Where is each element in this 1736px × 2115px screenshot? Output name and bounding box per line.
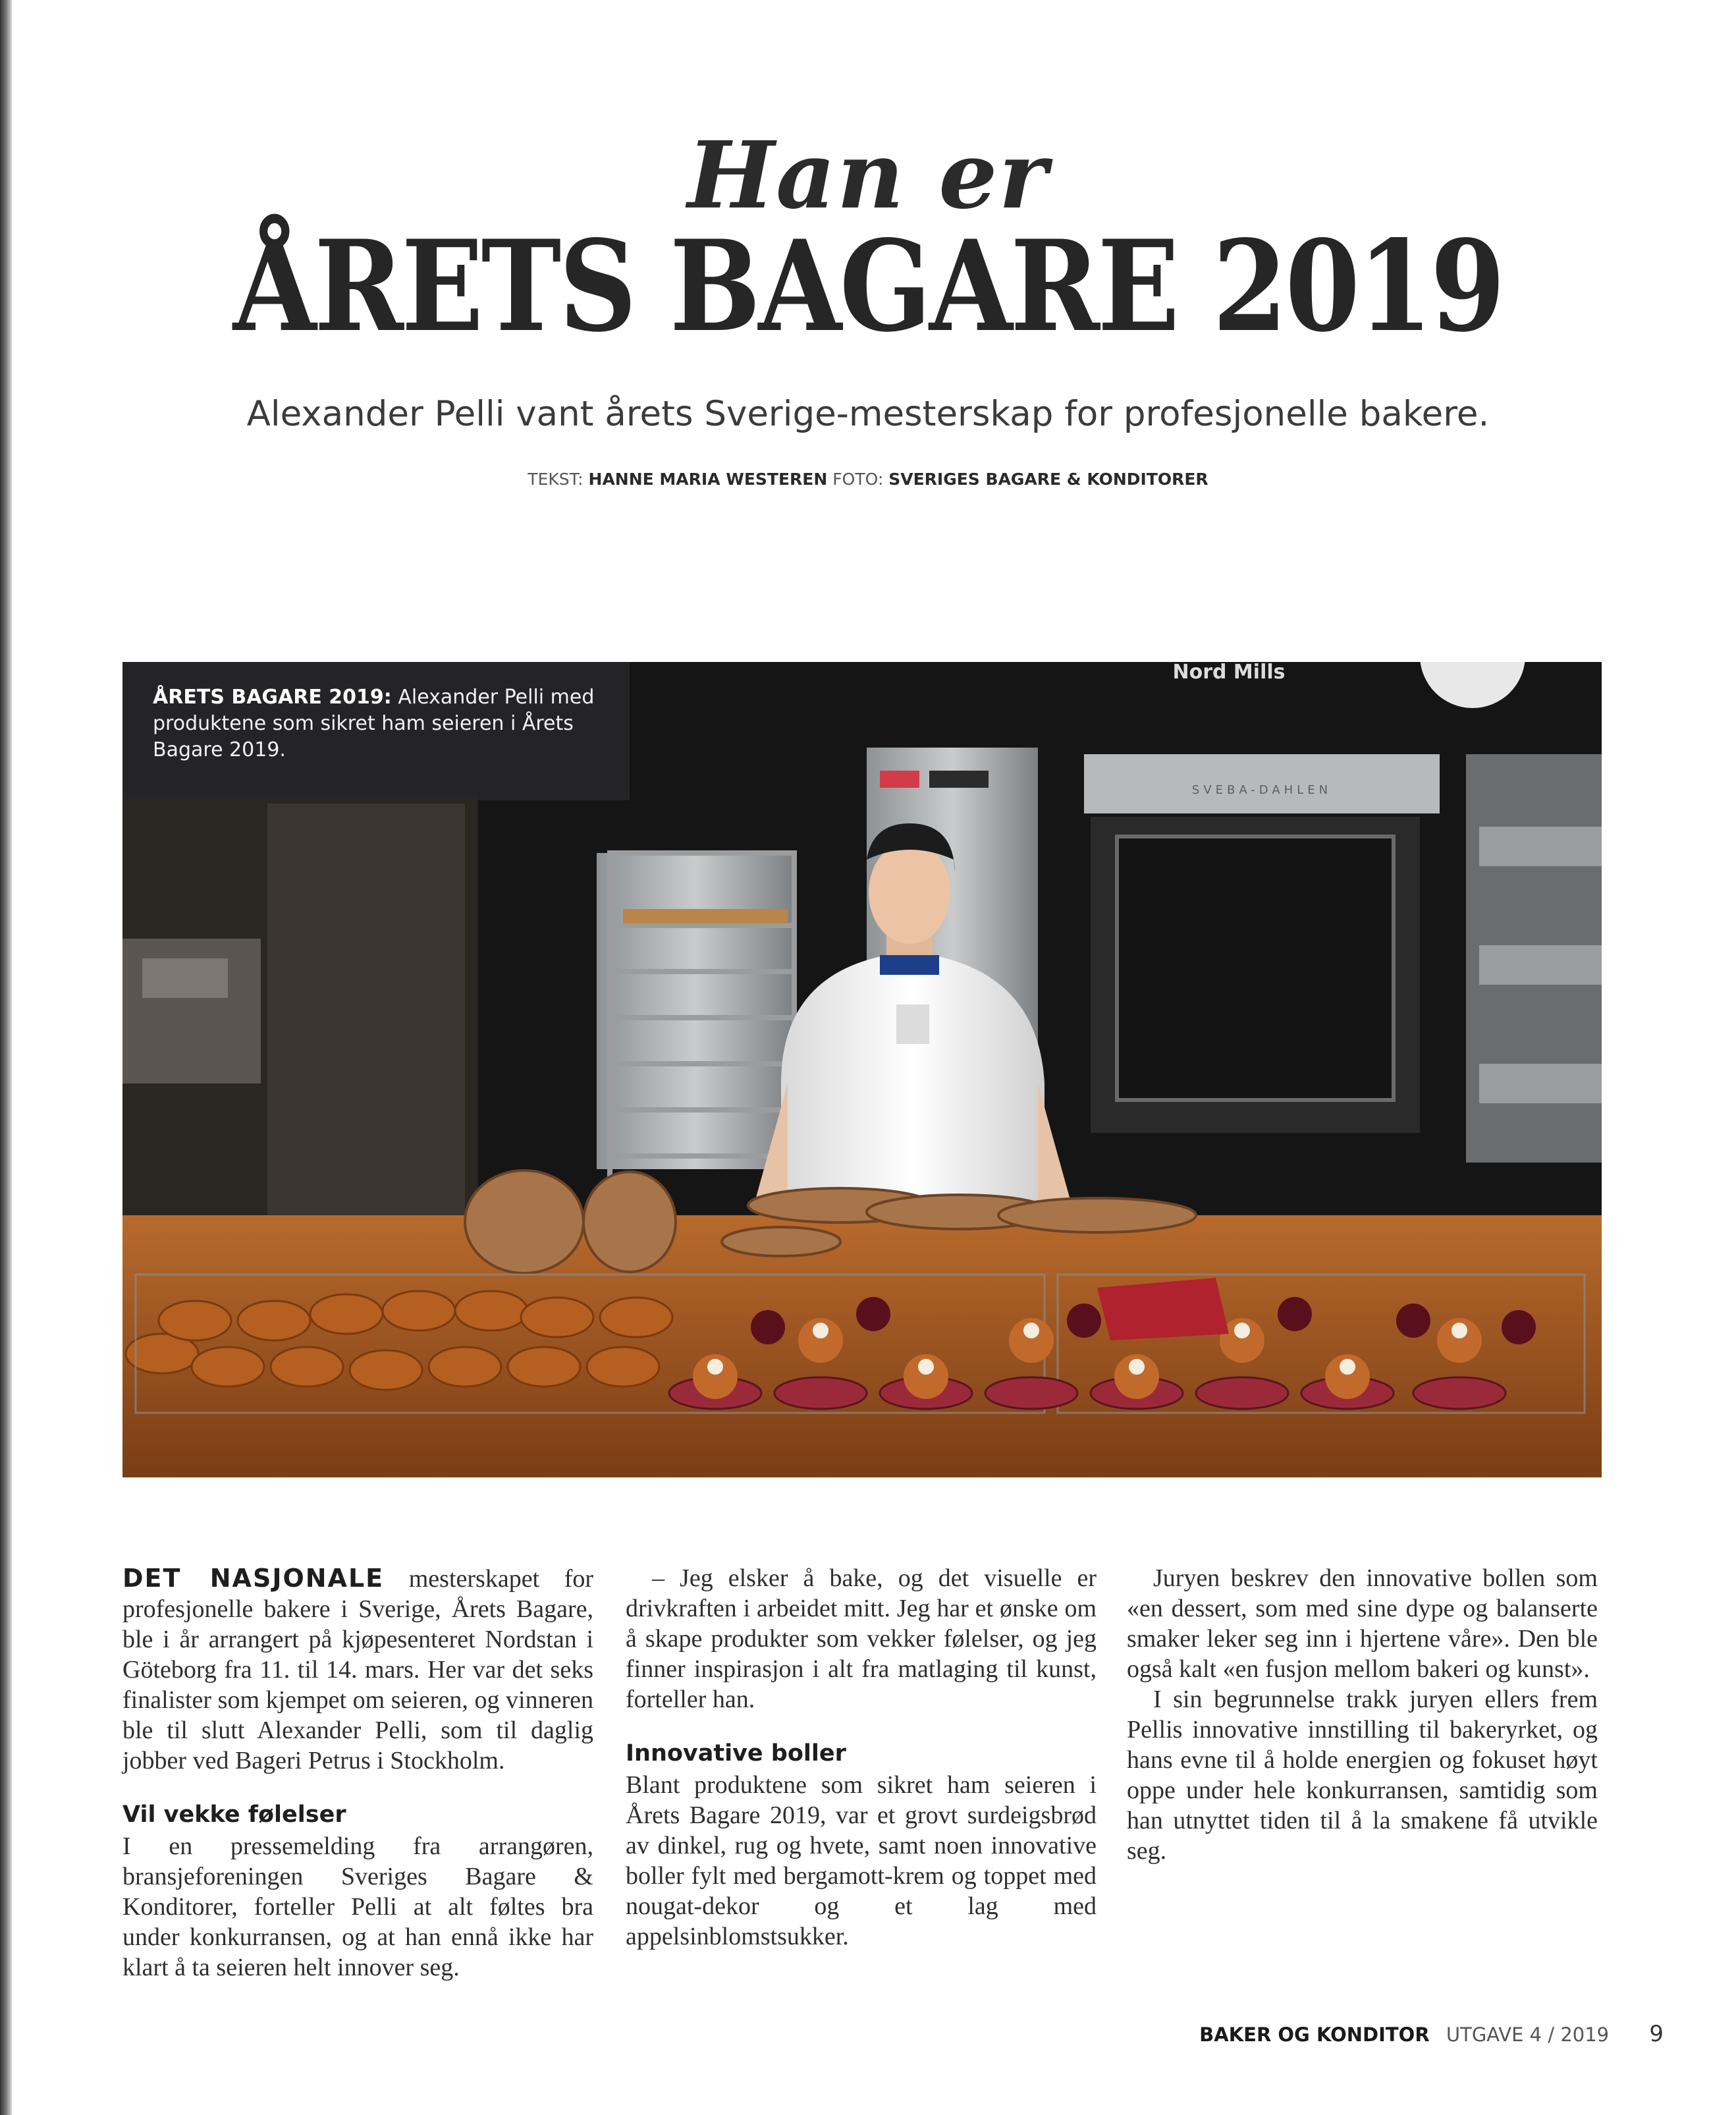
body-column-2: [626, 1563, 1097, 1952]
page-spine-shadow: [0, 0, 12, 2115]
paragraph: [122, 1563, 593, 1776]
body-column-3: [1127, 1563, 1598, 1866]
byline: [0, 470, 1736, 489]
paragraph-text: mesterskapet for profesjonelle bakere i Sverige, Årets Bagare, ble i år arrangert på kjøpesenteret Nordstan i Göteborg fra 11. til 14. mars. Her var det seks finalister som kjempet om seieren, og vinneren ble til slutt Alexander Pelli, som til daglig jobber ved Bageri Petrus i Stockholm.: [122, 1565, 594, 1774]
subhead-vil-vekke: Vil vekke følelser: [122, 1801, 346, 1828]
paragraph: Juryen beskrev den innovative bollen som «en dessert, som med sine dype og balanserte smaker leker seg inn i hjertene våre». Den ble også kalt «en fusjon mellom bakeri og kunst».: [1127, 1564, 1598, 1683]
text-credit-label: TEKST:: [528, 470, 583, 489]
wooden-counter: [122, 1215, 1602, 1477]
article-lede: Alexander Pelli vant årets Sverige-mesterskap for profesjonelle bakere.: [246, 394, 1490, 434]
sveba-sign: SVEBA-DAHLEN: [1191, 783, 1332, 797]
kicker-title: Han er: [687, 122, 1049, 230]
paragraph: I sin begrunnelse trakk juryen ellers frem Pellis innovative innstilling til bakeryrket, og hans evne til å holde energien og fokuset høyt oppe under hele konkurransen, samtidig som han utnyttet tiden til å la smakene få utvikle seg.: [1127, 1686, 1598, 1865]
caption-text: Alexander Pelli med produktene som sikret ham seieren i Årets Bagare 2019.: [153, 686, 595, 761]
magazine-name: BAKER OG KONDITOR: [1199, 2023, 1430, 2046]
text-credit-name: HANNE MARIA WESTEREN: [588, 470, 828, 489]
photo-credit-name: SVERIGES BAGARE & KONDITORER: [888, 470, 1208, 489]
caption-bold: ÅRETS BAGARE 2019:: [153, 686, 392, 709]
page-title: ÅRETS BAGARE 2019: [232, 213, 1504, 360]
red-napkin: [1097, 1278, 1229, 1340]
page-number: 9: [1649, 2021, 1664, 2047]
lead-in: DET NASJONALE: [122, 1564, 385, 1593]
issue-number: UTGAVE 4 / 2019: [1446, 2023, 1610, 2046]
paragraph: I en pressemelding fra arrangøren, bransjeforeningen Sveriges Bagare & Konditorer, forteller Pelli at alt føltes bra under konkurransen, og at han ennå ikke har klart å ta seieren helt innover seg.: [122, 1832, 593, 1981]
page-footer: [1199, 2021, 1664, 2047]
body-column-1: [122, 1563, 593, 1983]
photo-caption: [122, 662, 630, 800]
photo-credit-label: FOTO:: [832, 470, 884, 489]
subhead-innovative: Innovative boller: [626, 1740, 846, 1767]
paragraph: – Jeg elsker å bake, og det visuelle er drivkraften i arbeidet mitt. Jeg har et ønske om å skape produkter som vekker følelser, og jeg finner inspirasjon i alt fra matlaging til kunst, forteller han.: [626, 1564, 1097, 1713]
proofer-cabinet: [597, 853, 794, 1169]
paragraph: Blant produktene som sikret ham seieren i Årets Bagare 2019, var et grovt surdeigsbrød av dinkel, rug og hvete, samt noen innovative boller fylt med bergamott-krem og toppet med nougat-dekor og et lag med appelsinblomstsukker.: [626, 1771, 1097, 1950]
nord-mills-sign: Nord Mills: [1172, 662, 1286, 684]
